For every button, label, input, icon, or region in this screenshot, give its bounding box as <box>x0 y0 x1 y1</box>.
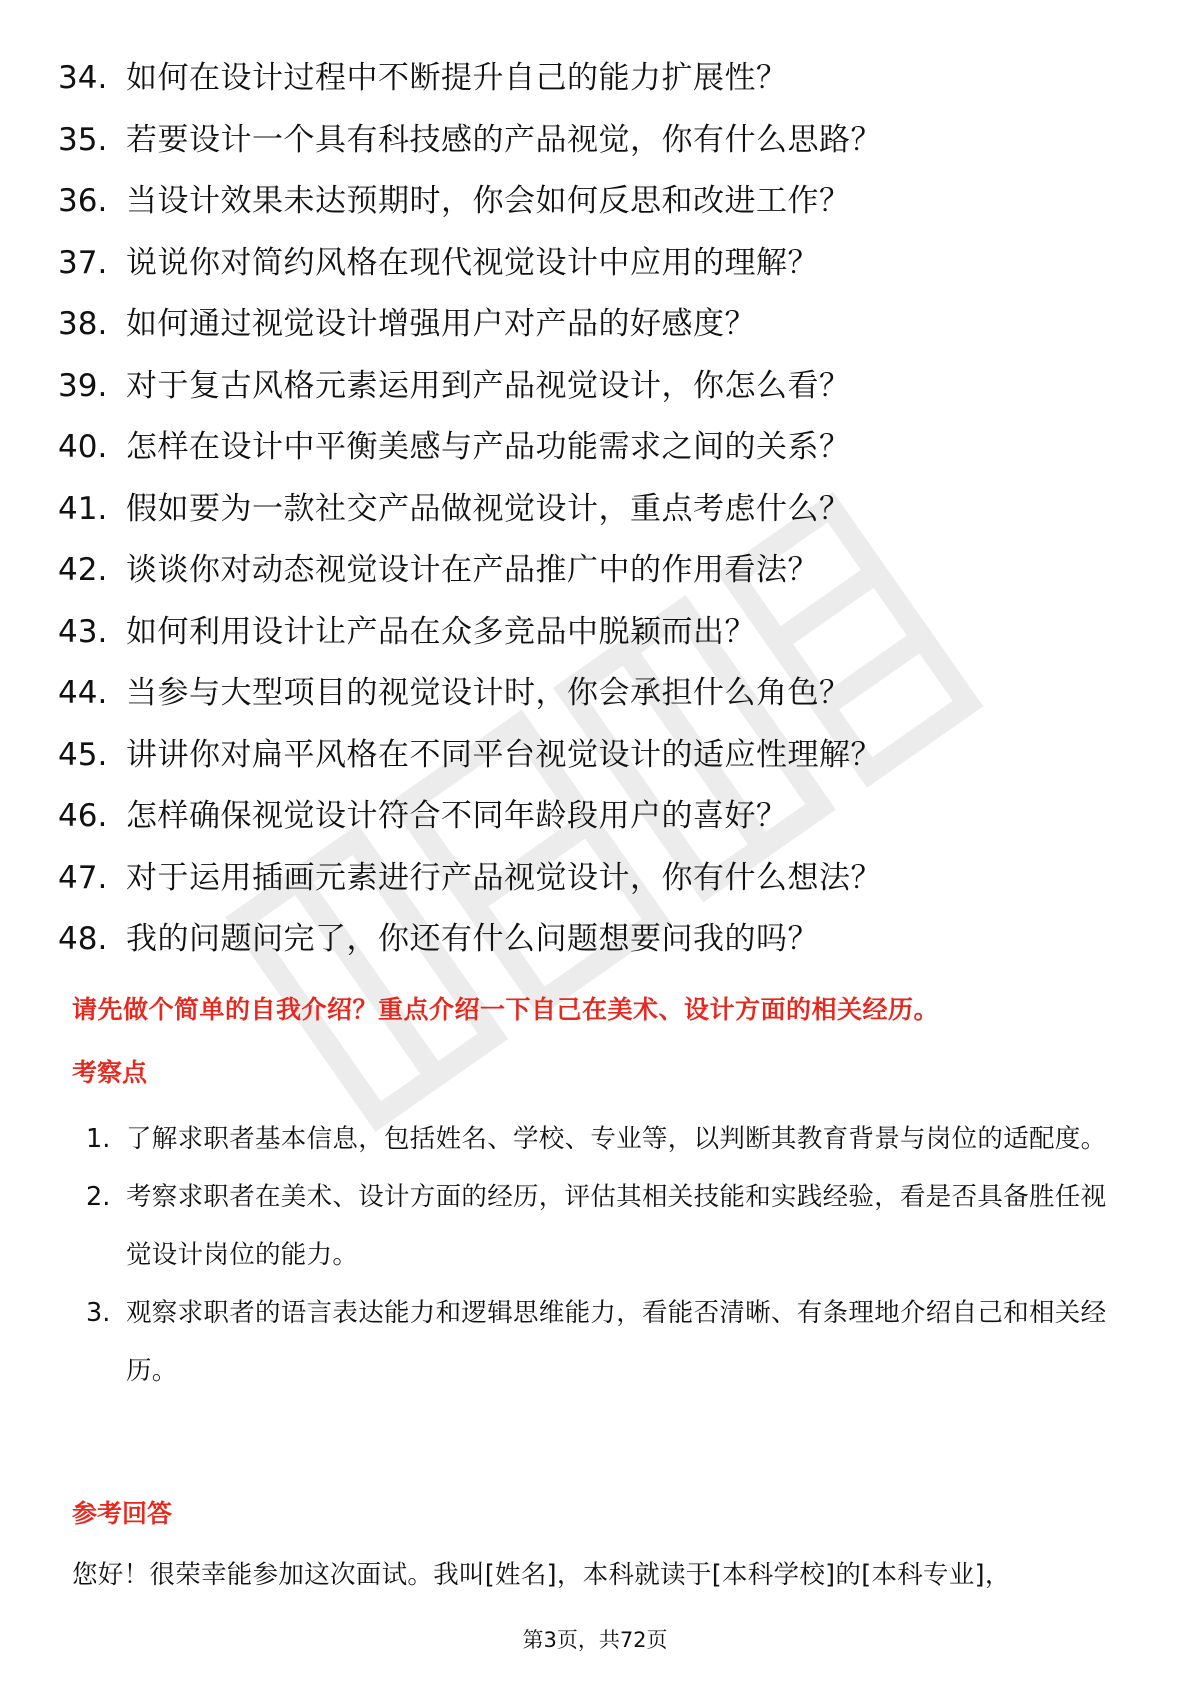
list-item <box>58 171 1138 233</box>
list-item <box>58 848 1138 910</box>
question-text: 当设计效果未达预期时，你会如何反思和改进工作？ <box>126 183 851 220</box>
answer-text: 您好！很荣幸能参加这次面试。我叫[姓名]，本科就读于[本科学校]的[本科专业]， <box>72 1560 1011 1590</box>
question-text: 怎样确保视觉设计符合不同年龄段用户的喜好？ <box>126 798 788 835</box>
question-text: 说说你对简约风格在现代视觉设计中应用的理解？ <box>126 244 819 281</box>
page-footer: 第3页，共72页 <box>522 1628 668 1652</box>
question-text: 如何在设计过程中不断提升自己的能力扩展性？ <box>126 60 788 97</box>
list-item <box>58 786 1138 848</box>
question-number: 45. <box>58 736 108 773</box>
question-number: 48. <box>58 921 108 958</box>
list-item <box>86 1110 1126 1168</box>
question-number: 38. <box>58 306 108 343</box>
question-text: 假如要为一款社交产品做视觉设计，重点考虑什么？ <box>126 490 851 527</box>
question-number: 37. <box>58 244 108 281</box>
question-text: 怎样在设计中平衡美感与产品功能需求之间的关系？ <box>126 429 851 466</box>
question-number: 41. <box>58 490 108 527</box>
list-item <box>58 110 1138 172</box>
list-item <box>58 479 1138 541</box>
list-item <box>58 663 1138 725</box>
answer-heading: 参考回答 <box>72 1499 173 1528</box>
question-text: 对于运用插画元素进行产品视觉设计，你有什么想法？ <box>126 859 882 896</box>
list-item <box>58 48 1138 110</box>
list-item <box>58 540 1138 602</box>
question-text: 若要设计一个具有科技感的产品视觉，你有什么思路？ <box>126 121 882 158</box>
question-text: 当参与大型项目的视觉设计时，你会承担什么角色？ <box>126 675 851 712</box>
question-text: 谈谈你对动态视觉设计在产品推广中的作用看法？ <box>126 552 819 589</box>
list-item <box>58 233 1138 295</box>
points-list <box>86 1110 1126 1400</box>
question-number: 40. <box>58 429 108 466</box>
point-number: 3. <box>86 1298 111 1328</box>
point-text: 考察求职者在美术、设计方面的经历，评估其相关技能和实践经验，看是否具备胜任视觉设计岗位的能力。 <box>126 1182 1107 1270</box>
question-number: 39. <box>58 367 108 404</box>
list-item <box>58 602 1138 664</box>
question-text: 讲讲你对扁平风格在不同平台视觉设计的适应性理解？ <box>126 736 882 773</box>
question-number: 36. <box>58 183 108 220</box>
list-item <box>58 417 1138 479</box>
question-text: 如何利用设计让产品在众多竞品中脱颖而出？ <box>126 613 756 650</box>
points-heading: 考察点 <box>72 1058 148 1087</box>
list-item <box>58 294 1138 356</box>
question-number: 46. <box>58 798 108 835</box>
question-text: 对于复古风格元素运用到产品视觉设计，你怎么看？ <box>126 367 851 404</box>
question-number: 35. <box>58 121 108 158</box>
list-item <box>86 1168 1126 1284</box>
list-item <box>58 356 1138 418</box>
question-text: 我的问题问完了，你还有什么问题想要问我的吗？ <box>126 921 819 958</box>
question-number: 42. <box>58 552 108 589</box>
question-number: 34. <box>58 60 108 97</box>
question-text: 如何通过视觉设计增强用户对产品的好感度？ <box>126 306 756 343</box>
question-title: 请先做个简单的自我介绍？重点介绍一下自己在美术、设计方面的相关经历。 <box>72 995 940 1024</box>
point-number: 1. <box>86 1124 111 1154</box>
list-item <box>58 725 1138 787</box>
question-number: 44. <box>58 675 108 712</box>
list-item <box>58 909 1138 971</box>
question-list <box>58 48 1138 971</box>
question-number: 43. <box>58 613 108 650</box>
question-number: 47. <box>58 859 108 896</box>
list-item <box>86 1284 1126 1400</box>
point-text: 了解求职者基本信息，包括姓名、学校、专业等，以判断其教育背景与岗位的适配度。 <box>126 1124 1107 1154</box>
point-text: 观察求职者的语言表达能力和逻辑思维能力，看能否清晰、有条理地介绍自己和相关经历。 <box>126 1298 1107 1386</box>
point-number: 2. <box>86 1182 111 1212</box>
